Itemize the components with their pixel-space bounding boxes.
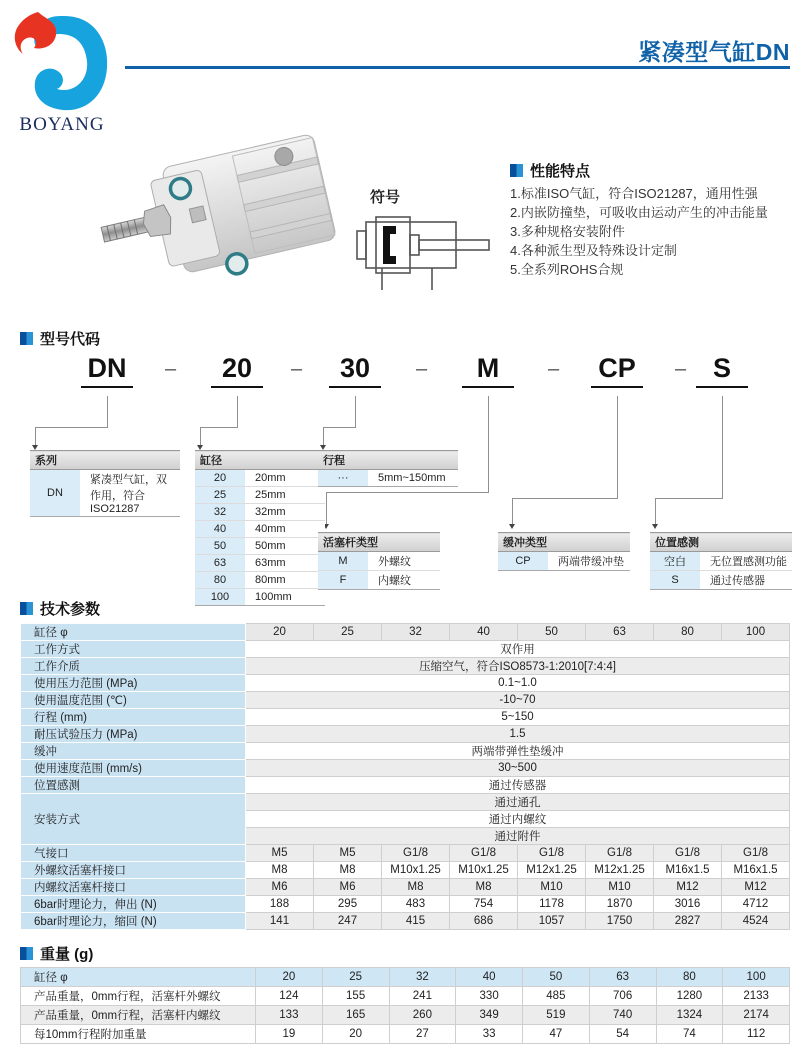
code-dash: – [548, 358, 560, 380]
row-label: 使用压力范围 (MPa) [21, 675, 246, 692]
table-row [21, 879, 790, 896]
tech-params-table [20, 623, 790, 930]
table-row [195, 572, 325, 589]
desc-cell: 40mm [245, 521, 325, 538]
table-cell: 5~150 [246, 709, 790, 726]
row-label: 缓冲 [21, 743, 246, 760]
desc-cell: 100mm [245, 589, 325, 606]
table-row [195, 487, 325, 504]
table-cell: 0.1~1.0 [246, 675, 790, 692]
desc-cell: 50mm [245, 538, 325, 555]
connector-line [35, 427, 108, 428]
table-cell: 19 [256, 1025, 323, 1044]
table-row [21, 845, 790, 862]
header-rule [125, 66, 790, 69]
mini-table-title: 位置感测 [650, 533, 792, 552]
connector-line [326, 492, 327, 525]
table-cell: 40 [456, 968, 523, 987]
table-row [318, 470, 458, 487]
table-cell: M10 [586, 879, 654, 896]
row-label: 耐压试验压力 (MPa) [21, 726, 246, 743]
table-cell: 20 [246, 624, 314, 641]
table-row [21, 862, 790, 879]
table-row [195, 589, 325, 606]
table-cell: M8 [246, 862, 314, 879]
feature-item: 3.多种规格安装附件 [510, 224, 625, 239]
table-row [650, 552, 792, 571]
table-cell: 30~500 [246, 760, 790, 777]
brand-name: BOYANG [19, 114, 105, 135]
code-cell: 32 [195, 504, 245, 521]
table-cell: 通过附件 [246, 828, 790, 845]
bore-table [195, 450, 325, 606]
table-cell: G1/8 [654, 845, 722, 862]
table-cell: 通过内螺纹 [246, 811, 790, 828]
table-cell: 4712 [722, 896, 790, 913]
table-cell: 双作用 [246, 641, 790, 658]
table-cell: 330 [456, 987, 523, 1006]
table-cell: M10x1.25 [382, 862, 450, 879]
table-cell: 124 [256, 987, 323, 1006]
table-row [318, 571, 440, 590]
connector-line [323, 427, 324, 446]
weight-title: 重量 (g) [20, 943, 93, 964]
table-cell: 112 [723, 1025, 790, 1044]
table-cell: M12x1.25 [518, 862, 586, 879]
table-cell: 20 [322, 1025, 389, 1044]
connector-line [326, 492, 489, 493]
connector-line [35, 427, 36, 446]
table-cell: M16x1.5 [654, 862, 722, 879]
table-cell: 519 [523, 1006, 590, 1025]
table-cell: 260 [389, 1006, 456, 1025]
table-row [21, 913, 790, 930]
connector-line [512, 498, 513, 525]
table-cell: M5 [246, 845, 314, 862]
connector-line [488, 396, 489, 492]
table-row [195, 521, 325, 538]
table-cell: 25 [322, 968, 389, 987]
table-row [21, 709, 790, 726]
table-cell: 349 [456, 1006, 523, 1025]
row-label: 6bar时理论力，缩回 (N) [21, 913, 246, 930]
desc-cell: 两端带缓冲垫 [548, 552, 630, 571]
feature-item: 2.内嵌防撞垫，可吸收由运动产生的冲击能量 [510, 205, 768, 220]
connector-line [200, 427, 201, 446]
table-cell: 50 [523, 968, 590, 987]
code-dash: – [291, 358, 303, 380]
table-cell: M16x1.5 [722, 862, 790, 879]
code-dash: – [165, 358, 177, 380]
row-label: 6bar时理论力，伸出 (N) [21, 896, 246, 913]
table-cell: 1.5 [246, 726, 790, 743]
table-row [195, 538, 325, 555]
connector-line [200, 427, 238, 428]
arrow-icon [509, 524, 515, 529]
code-segment-rod: M [462, 352, 514, 388]
table-cell: G1/8 [586, 845, 654, 862]
mini-table-title: 缸径 [195, 451, 325, 470]
table-row [21, 641, 790, 658]
connector-line [655, 498, 656, 525]
code-cell: 80 [195, 572, 245, 589]
table-cell: G1/8 [518, 845, 586, 862]
table-cell: 63 [589, 968, 656, 987]
table-row [318, 552, 440, 571]
row-label: 内螺纹活塞杆接口 [21, 879, 246, 896]
table-cell: G1/8 [722, 845, 790, 862]
table-cell: 485 [523, 987, 590, 1006]
table-cell: 50 [518, 624, 586, 641]
desc-cell: 外螺纹 [368, 552, 440, 571]
position-sensing-table [650, 532, 792, 590]
features-list [510, 184, 798, 279]
connector-line [512, 498, 618, 499]
table-cell: 32 [382, 624, 450, 641]
desc-cell: 通过传感器 [700, 571, 792, 590]
table-cell: 2133 [723, 987, 790, 1006]
connector-line [722, 396, 723, 498]
section-marker-icon [510, 164, 523, 177]
table-cell: 54 [589, 1025, 656, 1044]
table-cell: 1750 [586, 913, 654, 930]
mini-table-title: 系列 [30, 451, 180, 470]
table-row [21, 777, 790, 794]
section-marker-icon [20, 332, 33, 345]
series-table [30, 450, 180, 517]
feature-item: 1.标准ISO气缸，符合ISO21287，通用性强 [510, 186, 758, 201]
row-label: 工作方式 [21, 641, 246, 658]
code-segment-series: DN [81, 352, 133, 388]
table-cell: 80 [656, 968, 723, 987]
table-cell: 740 [589, 1006, 656, 1025]
desc-cell: 32mm [245, 504, 325, 521]
table-row [21, 1025, 790, 1044]
table-cell: 40 [450, 624, 518, 641]
table-cell: M10x1.25 [450, 862, 518, 879]
connector-line [107, 396, 108, 427]
desc-cell: 80mm [245, 572, 325, 589]
code-cell: CP [498, 552, 548, 571]
table-cell: M12 [654, 879, 722, 896]
arrow-icon [652, 524, 658, 529]
table-cell: 1178 [518, 896, 586, 913]
table-cell: 20 [256, 968, 323, 987]
table-cell: 241 [389, 987, 456, 1006]
table-row [21, 1006, 790, 1025]
table-cell: 155 [322, 987, 389, 1006]
table-cell: 754 [450, 896, 518, 913]
table-cell: 100 [723, 968, 790, 987]
code-cell: 100 [195, 589, 245, 606]
desc-cell: 无位置感测功能 [700, 552, 792, 571]
feature-item: 4.各种派生型及特殊设计定制 [510, 243, 677, 258]
table-row [21, 624, 790, 641]
desc-cell: 63mm [245, 555, 325, 572]
table-cell: 通过通孔 [246, 794, 790, 811]
table-cell: M5 [314, 845, 382, 862]
table-cell: G1/8 [382, 845, 450, 862]
code-cell: 25 [195, 487, 245, 504]
table-cell: G1/8 [450, 845, 518, 862]
table-row [498, 552, 630, 571]
table-cell: M12x1.25 [586, 862, 654, 879]
row-label: 安装方式 [21, 794, 246, 845]
code-cell: M [318, 552, 368, 571]
table-cell: 47 [523, 1025, 590, 1044]
row-label: 每10mm行程附加重量 [21, 1025, 256, 1044]
table-cell: M8 [314, 862, 382, 879]
table-cell: 25 [314, 624, 382, 641]
code-cell: 40 [195, 521, 245, 538]
code-segment-sense: S [696, 352, 748, 388]
row-label: 缸径 φ [21, 968, 256, 987]
table-cell: 165 [322, 1006, 389, 1025]
row-label: 外螺纹活塞杆接口 [21, 862, 246, 879]
code-segment-bore: 20 [211, 352, 263, 388]
table-cell: M6 [314, 879, 382, 896]
model-code-title: 型号代码 [20, 328, 100, 349]
table-cell: 27 [389, 1025, 456, 1044]
row-label: 产品重量，0mm行程，活塞杆内螺纹 [21, 1006, 256, 1025]
table-cell: 415 [382, 913, 450, 930]
table-row [21, 692, 790, 709]
feature-item: 5.全系列ROHS合规 [510, 262, 624, 277]
table-cell: 1870 [586, 896, 654, 913]
table-cell: M12 [722, 879, 790, 896]
code-segment-stroke: 30 [329, 352, 381, 388]
table-cell: 1324 [656, 1006, 723, 1025]
features-title: 性能特点 [510, 160, 590, 181]
table-cell: 32 [389, 968, 456, 987]
table-cell: 483 [382, 896, 450, 913]
table-row [21, 794, 790, 811]
desc-cell: 20mm [245, 470, 325, 487]
row-label: 位置感测 [21, 777, 246, 794]
boyang-logo-icon [12, 8, 116, 114]
table-cell: 247 [314, 913, 382, 930]
table-cell: 1280 [656, 987, 723, 1006]
table-cell: 通过传感器 [246, 777, 790, 794]
table-cell: 706 [589, 987, 656, 1006]
desc-cell: 紧凑型气缸，双作用，符合ISO21287 [80, 470, 180, 517]
table-row [195, 470, 325, 487]
connector-line [617, 396, 618, 498]
connector-line [655, 498, 723, 499]
table-cell: M6 [246, 879, 314, 896]
row-label: 工作介质 [21, 658, 246, 675]
code-cell: F [318, 571, 368, 590]
table-row [21, 743, 790, 760]
code-segment-cushion: CP [591, 352, 643, 388]
table-row [21, 987, 790, 1006]
table-cell: 压缩空气，符合ISO8573-1:2010[7:4:4] [246, 658, 790, 675]
tech-params-title: 技术参数 [20, 598, 100, 619]
stroke-table [318, 450, 458, 487]
desc-cell: 5mm~150mm [368, 470, 458, 487]
table-cell: 4524 [722, 913, 790, 930]
section-marker-icon [20, 602, 33, 615]
table-row [21, 968, 790, 987]
product-photo [95, 112, 365, 312]
weight-table [20, 967, 790, 1044]
desc-cell: 内螺纹 [368, 571, 440, 590]
row-label: 行程 (mm) [21, 709, 246, 726]
section-marker-icon [20, 947, 33, 960]
table-cell: 80 [654, 624, 722, 641]
desc-cell: 25mm [245, 487, 325, 504]
row-label: 使用速度范围 (mm/s) [21, 760, 246, 777]
table-cell: 2174 [723, 1006, 790, 1025]
code-cell: 63 [195, 555, 245, 572]
table-cell: 686 [450, 913, 518, 930]
table-row [21, 658, 790, 675]
code-cell: ··· [318, 470, 368, 487]
connector-line [355, 396, 356, 427]
table-cell: -10~70 [246, 692, 790, 709]
symbol-label: 符号 [370, 189, 401, 206]
code-cell: S [650, 571, 700, 590]
table-row [21, 896, 790, 913]
table-row [21, 726, 790, 743]
row-label: 缸径 φ [21, 624, 246, 641]
table-cell: 1057 [518, 913, 586, 930]
table-cell: 74 [656, 1025, 723, 1044]
code-cell: DN [30, 470, 80, 517]
table-cell: 100 [722, 624, 790, 641]
table-cell: 295 [314, 896, 382, 913]
pneumatic-symbol-icon [350, 212, 495, 294]
mini-table-title: 行程 [318, 451, 458, 470]
row-label: 产品重量，0mm行程，活塞杆外螺纹 [21, 987, 256, 1006]
table-cell: 188 [246, 896, 314, 913]
table-row [195, 504, 325, 521]
table-row [650, 571, 792, 590]
table-cell: 63 [586, 624, 654, 641]
table-cell: M8 [450, 879, 518, 896]
table-cell: 141 [246, 913, 314, 930]
code-cell: 50 [195, 538, 245, 555]
row-label: 使用温度范围 (℃) [21, 692, 246, 709]
table-row [30, 470, 180, 517]
table-cell: 33 [456, 1025, 523, 1044]
code-dash: – [675, 358, 687, 380]
code-cell: 空白 [650, 552, 700, 571]
mini-table-title: 活塞杆类型 [318, 533, 440, 552]
table-row [21, 760, 790, 777]
table-cell: 2827 [654, 913, 722, 930]
page-title: 紧凑型气缸DN [638, 39, 790, 65]
row-label: 气接口 [21, 845, 246, 862]
table-cell: 133 [256, 1006, 323, 1025]
connector-line [237, 396, 238, 427]
connector-line [323, 427, 356, 428]
cushion-table [498, 532, 630, 571]
table-row [21, 675, 790, 692]
table-cell: 3016 [654, 896, 722, 913]
table-cell: M10 [518, 879, 586, 896]
rod-type-table [318, 532, 440, 590]
table-cell: M8 [382, 879, 450, 896]
mini-table-title: 缓冲类型 [498, 533, 630, 552]
table-row [195, 555, 325, 572]
code-cell: 20 [195, 470, 245, 487]
table-cell: 两端带弹性垫缓冲 [246, 743, 790, 760]
code-dash: – [416, 358, 428, 380]
